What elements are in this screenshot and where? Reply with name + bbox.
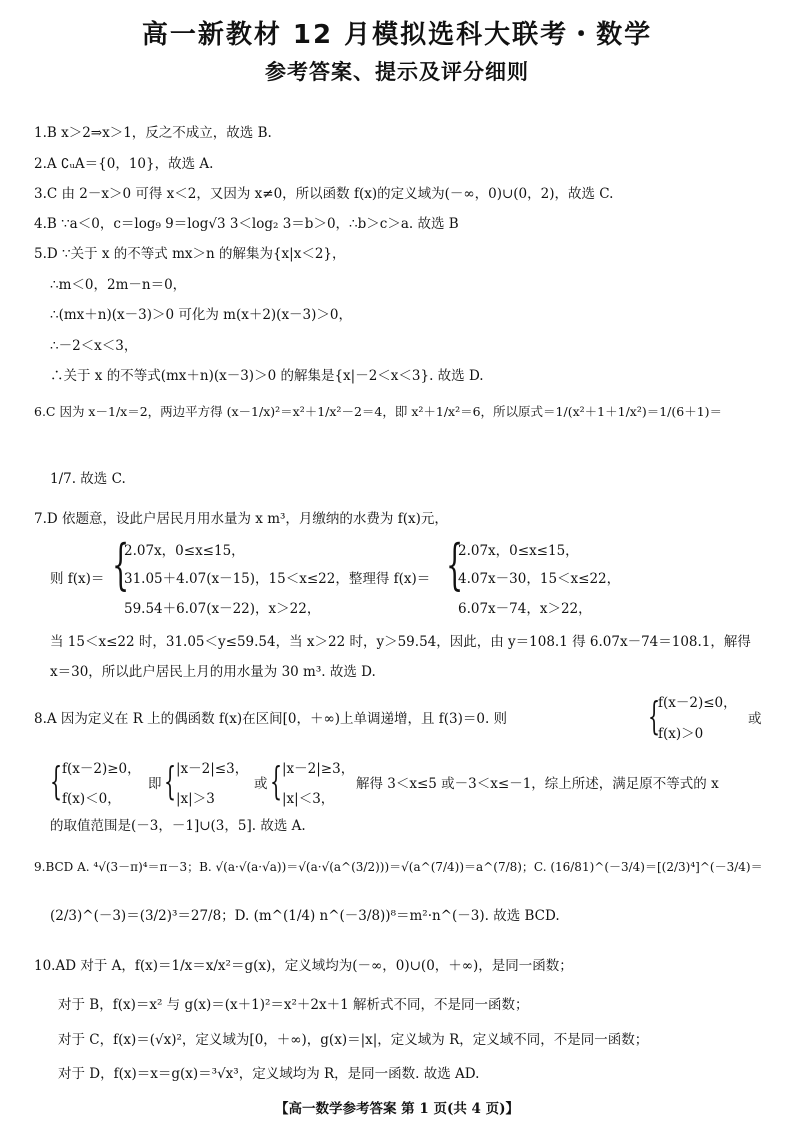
page-title: 高一新教材 12 月模拟选科大联考・数学 — [141, 20, 653, 50]
answer-10-line-3: 对于 C，f(x)＝(√x)²，定义域为[0，＋∞)，g(x)＝|x|，定义域为 R，定义域不同，不是同一函数； — [58, 1032, 649, 1048]
system-1-row-1: f(x－2)≤0， — [658, 695, 737, 711]
answer-5-line-2: ∴m＜0，2m－n＝0， — [50, 277, 187, 293]
answer-8-line-1: 8.A 因为定义在 R 上的偶函数 f(x)在区间[0，＋∞)上单调递增，且 f(3)＝0. 则 — [34, 711, 508, 727]
piecewise-1-row-3: 59.54＋6.07(x－22)，x＞22， — [124, 601, 321, 617]
system-4-row-1: |x－2|≥3， — [282, 761, 355, 777]
answer-10-line-4: 对于 D，f(x)＝x＝g(x)＝³√x³，定义域均为 R，是同一函数. 故选 AD. — [58, 1066, 480, 1082]
system-3-row-2: |x|＞3 — [176, 791, 215, 807]
answer-9-line-2: (2/3)^(－3)＝(3/2)³＝27/8；D. (m^(1/4) n^(－3/8))⁸＝m²·n^(－3). 故选 BCD. — [50, 908, 560, 924]
left-brace-icon: { — [270, 759, 283, 803]
piecewise-2-row-2: 4.07x－30，15＜x≤22， — [458, 571, 621, 587]
answer-5-line-3: ∴(mx＋n)(x－3)＞0 可化为 m(x＋2)(x－3)＞0， — [50, 307, 353, 323]
answer-6-line-2: 1/7. 故选 C. — [50, 471, 126, 487]
answer-8-line-2: 解得 3＜x≤5 或－3＜x≤－1，综上所述，满足原不等式的 x — [356, 776, 719, 792]
left-brace-icon: { — [648, 694, 661, 738]
or-word: 或 — [254, 776, 268, 792]
piecewise-2-row-1: 2.07x，0≤x≤15， — [458, 543, 579, 559]
page-subtitle: 参考答案、提示及评分细则 — [265, 60, 529, 84]
system-4-row-2: |x|＜3， — [282, 791, 335, 807]
system-3-row-1: |x－2|≤3， — [176, 761, 249, 777]
left-brace-icon: { — [50, 759, 63, 803]
ji-word: 即 — [148, 776, 162, 792]
answer-7-line-1: 7.D 依题意，设此户居民月用水量为 x m³，月缴纳的水费为 f(x)元， — [34, 511, 448, 527]
answer-3: 3.C 由 2－x＞0 可得 x＜2，又因为 x≠0，所以函数 f(x)的定义域为(－∞，0)∪(0，2)，故选 C. — [34, 186, 614, 202]
answer-8-line-3: 的取值范围是(－3，－1]∪(3，5]. 故选 A. — [50, 818, 306, 834]
system-2-row-2: f(x)＜0， — [62, 791, 121, 807]
answer-7-line-3: x＝30，所以此户居民上月的用水量为 30 m³. 故选 D. — [50, 664, 376, 680]
piecewise-1-row-2: 31.05＋4.07(x－15)，15＜x≤22，整理得 f(x)＝ — [124, 571, 431, 587]
answer-6-line-1: 6.C 因为 x－1/x＝2，两边平方得 (x－1/x)²＝x²＋1/x²－2＝4，即 x²＋1/x²＝6，所以原式＝1/(x²＋1＋1/x²)＝1/(6＋1)＝ — [34, 404, 723, 419]
piecewise-1-row-1: 2.07x，0≤x≤15， — [124, 543, 245, 559]
system-2-row-1: f(x－2)≥0， — [62, 761, 141, 777]
left-brace-icon: { — [446, 533, 464, 596]
left-brace-icon: { — [164, 759, 177, 803]
page-footer: 【高一数学参考答案 第 1 页(共 4 页)】 — [274, 1101, 520, 1117]
left-brace-icon: { — [112, 533, 130, 596]
piecewise-2-row-3: 6.07x－74，x＞22， — [458, 601, 592, 617]
answer-9-line-1: 9.BCD A. ⁴√(3－π)⁴＝π－3；B. √(a·√(a·√a))＝√(a·√(a^(3/2)))＝√(a^(7/4))＝a^(7/8)；C. (16/81)^(－3/4)＝[(2/3)⁴]^(－3/4)＝ — [34, 860, 763, 874]
answer-2: 2.A ∁ᵤA＝{0，10}，故选 A. — [34, 156, 214, 172]
answer-5-line-4: ∴－2＜x＜3， — [50, 338, 138, 354]
answer-1: 1.B x＞2⇒x＞1，反之不成立，故选 B. — [34, 125, 272, 141]
answer-4: 4.B ∵a＜0，c＝log₉ 9＝log√3 3＜log₂ 3＝b＞0，∴b＞c＞a. 故选 B — [34, 216, 459, 232]
answer-5-line-1: 5.D ∵关于 x 的不等式 mx＞n 的解集为{x|x＜2}， — [34, 246, 346, 262]
answer-7-prefix: 则 f(x)＝ — [50, 571, 105, 587]
answer-7-line-2: 当 15＜x≤22 时，31.05＜y≤59.54，当 x＞22 时，y＞59.54，因此，由 y＝108.1 得 6.07x－74＝108.1，解得 — [50, 634, 751, 650]
answer-5-line-5: ∴关于 x 的不等式(mx＋n)(x－3)＞0 的解集是{x|－2＜x＜3}. 故选 D. — [50, 368, 484, 384]
system-1-row-2: f(x)＞0 — [658, 726, 704, 742]
or-word: 或 — [748, 711, 762, 727]
answer-10-line-2: 对于 B，f(x)＝x² 与 g(x)＝(x＋1)²＝x²＋2x＋1 解析式不同，不是同一函数； — [58, 997, 529, 1013]
answer-10-line-1: 10.AD 对于 A，f(x)＝1/x＝x/x²＝g(x)，定义域均为(－∞，0)∪(0，＋∞)，是同一函数； — [34, 958, 573, 974]
